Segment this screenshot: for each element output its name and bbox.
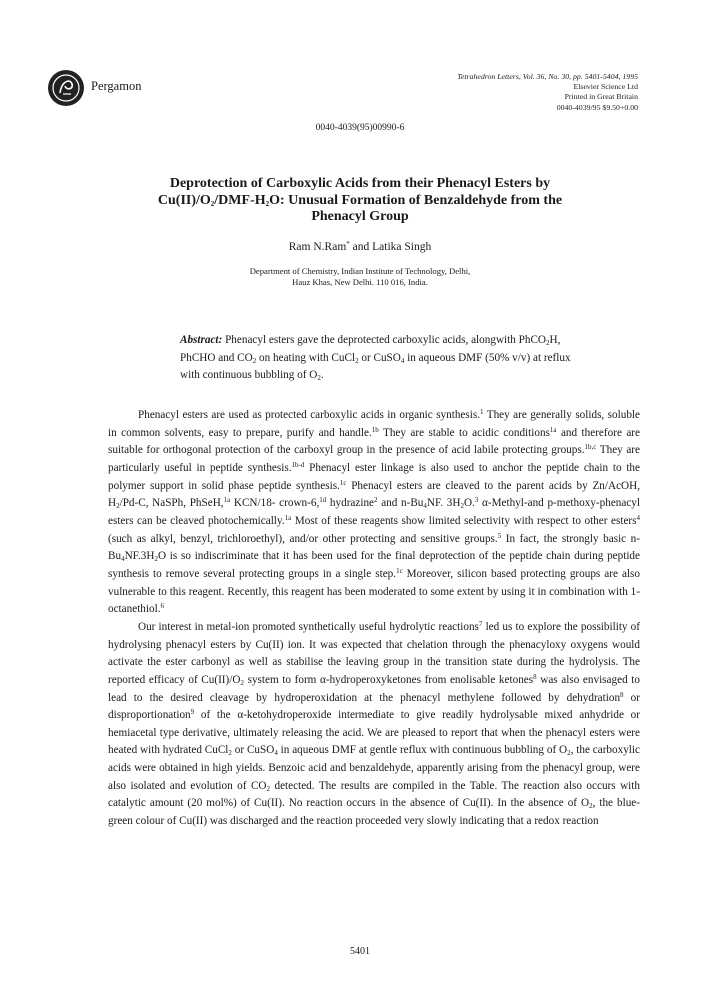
corresponding-mark: * [346,240,350,248]
body-text [108,407,640,831]
publisher-line: Elsevier Science Ltd [573,82,638,92]
author-name: Latika Singh [372,241,432,253]
abstract: Abstract: Phenacyl esters gave the deprotected carboxylic acids, alongwith PhCO$_2$H, PhCHO and $CO_2$ on heating with CuCl$_2$ or CuSO$_4$ in aqueous DMF (50% v/v) at reflux with continuous bubbling of $O_2$. [180,334,571,383]
issn-price: 0040-4039/95 $9.50+0.00 [556,102,638,112]
pergamon-logo-icon [51,73,81,103]
publisher-name: Pergamon [91,79,142,93]
affiliation: Department of Chemistry, Indian Institute of Technology, Delhi, Hauz Khas, New Delhi. 110 016, India. [249,266,471,287]
paragraph: Our interest in metal-ion promoted synthetically useful hydrolytic reactions$^7$ led us to explore the possibility of hydrolysing phenacyl esters by Cu(II) ion. It was expected that chelation through the phenacyloxy oxygens would activate the ester carbonyl as well as stabilise the leaving group in the transition state during the hydrolysis. The reported efficacy of $Cu(II)/O_2$ system to form α-hydroperoxyketones from enolisable ketones$^8$ was also envisaged to lead to the desired cleavage by hydroperoxidation at the phenacyl methylene followed by dehydration$^8$ or disproportionation$^9$ of the α-ketohydroperoxide intermediate to give readily hydrolysable mixed anhydride or hemiacetal type derivative, ultimately releasing the acid. We are pleased to report that when the phenacyl esters were heated with hydrated CuCl$_2$ or CuSO$_4$ in aqueous DMF at gentle reflux with continuous bubbling of $O_2$, the carboxylic acids were obtained in high yields. Benzoic acid and benzaldehyde, apparently arising from the phenacyl group, were also isolated and evolution of $CO_2$ detected. The results are compiled in the Table. The reaction also occurs with catalytic amount (20 mol%) of Cu(II). No reaction occurs in the absence of Cu(II). In the absence of $O_2$, the blue-green colour of Cu(II) was discharged and the reaction proceeded very slowly indicating that a redox reaction [108,619,640,828]
author-list: Ram N.Ram* and Latika Singh [288,240,432,253]
journal-reference: Tetrahedron Letters, Vol. 36, No. 30, pp. 5401-5404, 1995 [457,72,638,81]
author-name: Ram N.Ram [288,241,347,253]
page-number: 5401 [350,946,370,957]
paragraph: Phenacyl esters are used as protected carboxylic acids in organic synthesis.$^1$ They are generally solids, soluble in common solvents, easy to prepare, purify and handle.$^{1b}$ They are stable to acidic conditions$^{1a}$ and therefore are suitable for orthogonal protection of the carboxyl group in the presence of acid labile protecting groups.$^{1b,c}$ They are particularly useful in peptide synthesis.$^{1b-d}$ Phenacyl ester linkage is also used to anchor the peptide chain to the polymer support in solid phase peptide synthesis.$^{1c}$ Phenacyl esters are cleaved to the parent acids by Zn/AcOH, $H_2/Pd-C$, NaSPh, PhSeH,$^{1a}$ KCN/18- crown-6,$^{1d}$ hydrazine$^2$ and $n-Bu_4NF$. $3H_2O.^3$ α-Methyl-and p-methoxy-phenacyl esters can be cleaved photochemically.$^{1a}$ Most of these reagents show limited selectivity with respect to other esters$^4$ (such as alkyl, benzyl, trichloroethyl), and/or other protecting and sensitive groups.$^5$ In fact, the strongly basic $n-Bu_4NF.3H_2O$ is so indiscriminate that it has been used for the final deprotection of the peptide chain during peptide synthesis to remove several protecting groups in a single step.$^{1c}$ Moreover, silicon based protecting groups are also vulnerable to this reagent. Recently, this reagent has been moderated to some extent by using it in combination with 1-octanethiol.$^6$ [108,408,641,616]
paper-title: Deprotection of Carboxylic Acids from their Phenacyl Esters by $Cu(II)/O_2/DMF-H_2O$: Unusual Formation of Benzaldehyde from the Phenacyl Group [157,176,563,224]
abstract-label: Abstract: [180,334,223,346]
printed-line: Printed in Great Britain [564,92,638,102]
pergamon-logo [48,70,84,106]
doi-code: 0040-4039(95)00990-6 [315,123,405,133]
journal-info [457,72,638,113]
